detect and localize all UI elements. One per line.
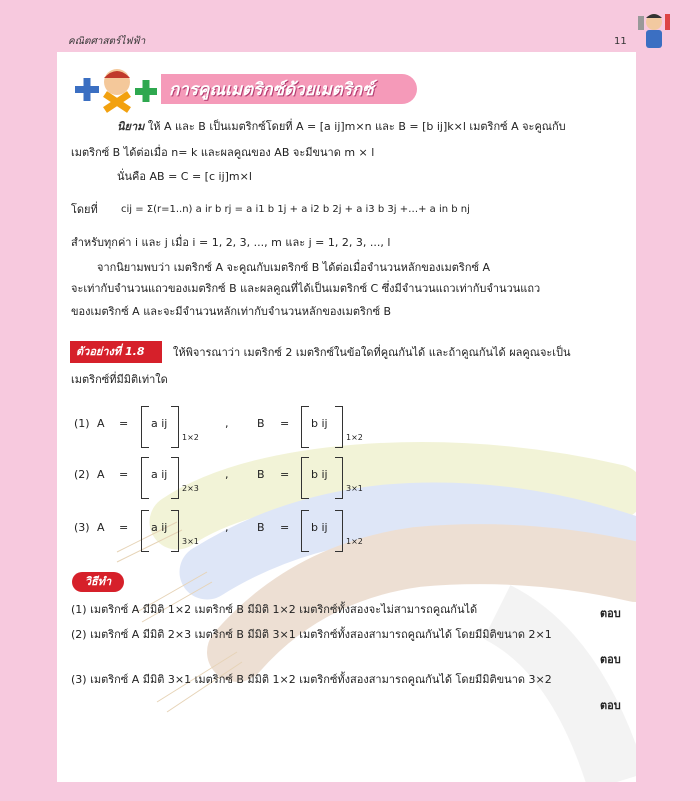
page-number: 11 [614,36,627,47]
matrix-b-dimension: 1×2 [346,537,363,546]
matrix-b-label: B [257,521,265,534]
matrix-b-entry: b ij [311,417,328,430]
comma-separator: , [225,417,229,430]
matrix-a-right-bracket [171,406,179,448]
paragraph-line-1: จากนิยามพบว่า เมตริกซ์ A จะคูณกับเมตริกซ์ B ได้ต่อเมื่อจำนวนหลักของเมตริกซ์ A [97,261,490,274]
matrix-a-label: A [97,521,105,534]
answer-label-1: ตอบ [600,607,621,620]
definition-line-2: เมตริกซ์ B ได้ต่อเมื่อ n= k และผลคูณของ AB จะมีขนาด m × l [71,146,375,159]
matrix-a-entry: a ij [151,417,168,430]
matrix-b-right-bracket [335,457,343,499]
definition-line-1 [117,119,566,134]
matrix-b-right-bracket [335,510,343,552]
matrix-a-left-bracket [141,457,149,499]
solution-label: วิธีทำ [72,572,124,592]
for-all-line: สำหรับทุกค่า i และ j เมื่อ i = 1, 2, 3, ..., m และ j = 1, 2, 3, ..., l [71,236,391,249]
example-item-number: (2) [74,468,90,481]
comma-separator: , [225,468,229,481]
matrix-b-left-bracket [301,406,309,448]
example-question-line-2: เมตริกซ์ที่มีมิติเท่าใด [71,373,168,386]
equals-sign: = [280,521,290,534]
solution-line-1: (1) เมตริกซ์ A มีมิติ 1×2 เมตริกซ์ B มีมิติ 1×2 เมตริกซ์ทั้งสองจะไม่สามารถคูณกันได้ [71,603,478,616]
matrix-b-left-bracket [301,510,309,552]
solution-line-3: (3) เมตริกซ์ A มีมิติ 3×1 เมตริกซ์ B มีมิติ 1×2 เมตริกซ์ทั้งสองสามารถคูณกันได้ โดยมีมิติขนาด 3×2 [71,673,552,686]
equals-sign: = [119,417,129,430]
matrix-b-dimension: 3×1 [346,484,363,493]
mascot-illustration [634,10,674,54]
paragraph-line-2: จะเท่ากับจำนวนแถวของเมตริกซ์ B และผลคูณที่ได้เป็นเมตริกซ์ C ซึ่งมีจำนวนแถวเท่ากับจำนวนแถว [71,282,541,295]
matrix-a-dimension: 2×3 [182,484,199,493]
matrix-a-left-bracket [141,406,149,448]
section-title: การคูณเมตริกซ์ด้วยเมตริกซ์ [169,80,374,100]
answer-label-2: ตอบ [600,653,621,666]
matrix-a-entry: a ij [151,521,168,534]
matrix-a-label: A [97,417,105,430]
matrix-a-entry: a ij [151,468,168,481]
matrix-b-right-bracket [335,406,343,448]
example-question-line-1: ให้พิจารณาว่า เมตริกซ์ 2 เมตริกซ์ในข้อใดที่คูณกันได้ และถ้าคูณกันได้ ผลคูณจะเป็น [173,346,571,359]
matrix-b-entry: b ij [311,521,328,534]
matrix-a-dimension: 3×1 [182,537,199,546]
matrix-a-right-bracket [171,457,179,499]
solution-line-2: (2) เมตริกซ์ A มีมิติ 2×3 เมตริกซ์ B มีมิติ 3×1 เมตริกซ์ทั้งสองสามารถคูณกันได้ โดยมีมิติขนาด 2×1 [71,628,552,641]
equals-sign: = [119,468,129,481]
paragraph-line-3: ของเมตริกซ์ A และจะมีจำนวนหลักเท่ากับจำนวนหลักของเมตริกซ์ B [71,305,392,318]
equals-sign: = [280,468,290,481]
definition-keyword: นิยาม [117,120,145,133]
book-title: คณิตศาสตร์ไฟฟ้า [68,36,146,47]
example-item-number: (3) [74,521,90,534]
matrix-a-left-bracket [141,510,149,552]
math-kid-logo-icon [71,64,163,114]
equals-sign: = [280,417,290,430]
answer-label-3: ตอบ [600,699,621,712]
matrix-b-label: B [257,417,265,430]
example-label: ตัวอย่างที่ 1.8 [70,341,162,363]
comma-separator: , [225,521,229,534]
matrix-b-entry: b ij [311,468,328,481]
example-item-number: (1) [74,417,90,430]
definition-line-3: นั่นคือ AB = C = [c ij]m×l [117,170,252,183]
matrix-a-right-bracket [171,510,179,552]
summation-formula: cij = Σ(r=1..n) a ir b rj = a i1 b 1j + a i2 b 2j + a i3 b 3j +…+ a in b nj [121,204,470,215]
formula-prefix: โดยที่ [71,203,98,216]
equals-sign: = [119,521,129,534]
definition-line-1-text: ให้ A และ B เป็นเมตริกซ์โดยที่ A = [a ij]m×n และ B = [b ij]k×l เมตริกซ์ A จะคูณกับ [147,120,566,133]
matrix-b-label: B [257,468,265,481]
matrix-a-label: A [97,468,105,481]
matrix-b-left-bracket [301,457,309,499]
page-content [57,52,636,782]
matrix-b-dimension: 1×2 [346,433,363,442]
matrix-a-dimension: 1×2 [182,433,199,442]
